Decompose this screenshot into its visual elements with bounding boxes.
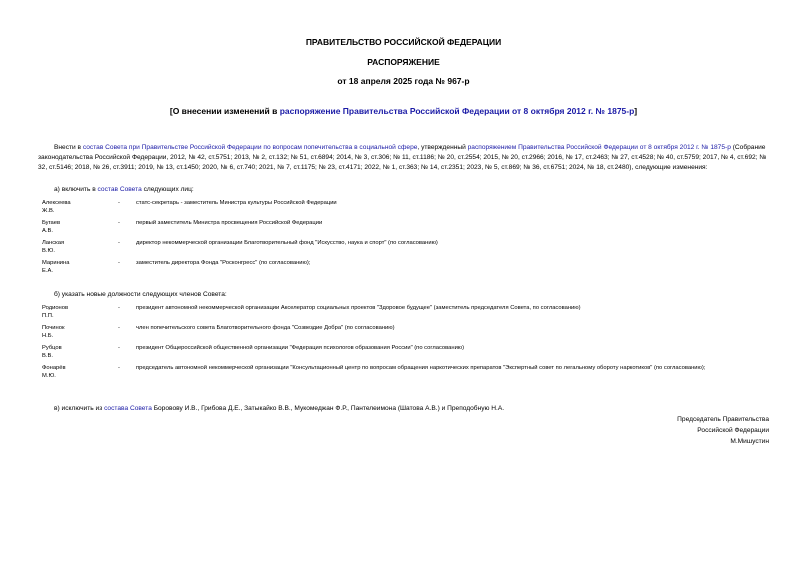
date-and-number: от 18 апреля 2025 года № 967-р	[337, 76, 470, 86]
title-suffix: ]	[634, 106, 638, 116]
signature-name: М.Мишустин	[730, 438, 769, 445]
title-prefix: [О внесении изменений в	[169, 106, 280, 116]
separator: -	[118, 325, 120, 331]
member-description: член попечительского совета Благотворительного фонда "Созвездие Добра" (по согласованию)	[136, 325, 395, 331]
member-name: Фонарёв М.Ю.	[42, 365, 66, 379]
separator: -	[118, 200, 120, 206]
separator: -	[118, 240, 120, 246]
title-link[interactable]: распоряжение Правительства Российской Федерации от 8 октября 2012 г. № 1875-р	[279, 106, 635, 116]
member-name: Рубцов В.В.	[42, 345, 62, 359]
member-description: президент Общероссийской общественной организации "Федерация психологов образования России" (по согласованию)	[136, 345, 465, 351]
order-1875-link[interactable]: распоряжением Правительства Российской Федерации от 8 октября 2012 г. № 1875-р	[467, 144, 731, 151]
intro-text-3: (Собрание законодательства Российской Федерации, 2012, № 42, ст.5751; 2013, № 2, ст.132; № 51, ст.6894; 2014, № 3, ст.306; № 11, ст.1186; № 20, ст.2554; 2015, № 20, ст.2966; 2016, № 17, ст.2463; № 27, ст.4528; № 40, ст.5759; 2017, № 4, ст.692; № 32, ст.5146; 2018, № 26, ст.3911; 2019, № 13, ст.1450; 2020, № 6, ст.740; 2021, № 7, ст.1175; № 23, ст.4171; 2022, № 1, ст.363; № 14, ст.2351; 2023, № 5, ст.869; № 36, ст.6751; 2024, № 18, ст.2480), следующие изменения:	[38, 144, 767, 171]
member-name: Родионов П.П.	[42, 305, 69, 319]
intro-text-1: Внести в	[54, 144, 83, 151]
member-description: директор некоммерческой организации Благотворительный фонд "Искусство, наука и спорт" (по согласованию)	[136, 240, 438, 246]
member-description: председатель автономной некоммерческой организации "Консультационный центр по вопросам обращения наркотических препаратов "Экспертный совет по легальному обороту наркотиков" (по согласованию);	[136, 365, 706, 371]
council-composition-link[interactable]: состав Совета при Правительстве Российской Федерации по вопросам попечительства в социальной сфере	[82, 144, 418, 151]
separator: -	[118, 260, 120, 266]
member-name: Алексеева Ж.В.	[42, 200, 71, 214]
section-c-text-2: Боровову И.В., Грибова Д.Е., Затыкайко В.В., Мукомеджан Ф.Р., Пантелеимона (Шатова А.В.) и Преподобную Н.А.	[151, 405, 505, 412]
section-c-text-1: в) исключить из	[54, 405, 105, 412]
section-a-text-1: а) включить в	[54, 186, 98, 193]
intro-paragraph	[38, 143, 768, 173]
section-b-heading: б) указать новые должности следующих членов Совета:	[54, 291, 227, 298]
section-a-text-2: следующих лиц:	[141, 186, 194, 193]
member-name: Починок Н.Б.	[42, 325, 65, 339]
separator: -	[118, 365, 120, 371]
signature-position: Председатель Правительства	[677, 416, 769, 423]
section-c-council-link[interactable]: состава Совета	[104, 405, 152, 412]
separator: -	[118, 220, 120, 226]
signature-block	[677, 414, 769, 447]
section-a-heading	[54, 185, 194, 195]
member-description: первый заместитель Министра просвещения Российской Федерации	[136, 220, 323, 226]
intro-text-2: , утвержденный	[417, 144, 468, 151]
member-name: Ланская В.Ю.	[42, 240, 65, 254]
member-description: статс-секретарь - заместитель Министра культуры Российской Федерации	[136, 200, 337, 206]
member-name: Маринина Е.А.	[42, 260, 70, 274]
section-c-paragraph	[54, 404, 504, 414]
member-name: Бугаев А.В.	[42, 220, 61, 234]
section-a-council-link[interactable]: состав Совета	[97, 186, 142, 193]
member-description: президент автономной некоммерческой организации Акселератор социальных проектов "Здоровое будущее" (заместитель председателя Совета, по согласованию)	[136, 305, 581, 311]
separator: -	[118, 345, 120, 351]
government-heading: ПРАВИТЕЛЬСТВО РОССИЙСКОЙ ФЕДЕРАЦИИ	[305, 37, 502, 47]
document-title	[0, 106, 807, 116]
separator: -	[118, 305, 120, 311]
signature-country: Российской Федерации	[697, 427, 769, 434]
document-type: РАСПОРЯЖЕНИЕ	[367, 57, 440, 67]
member-description: заместитель директора Фонда "Росконгресс" (по согласованию);	[136, 260, 311, 266]
